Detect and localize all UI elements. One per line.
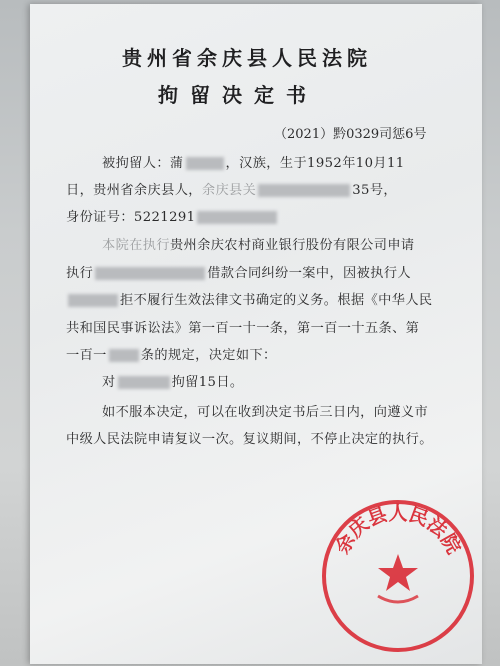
detainee-line bbox=[102, 152, 405, 171]
address-line bbox=[66, 179, 397, 198]
body-line bbox=[66, 344, 277, 363]
body-text: 本院在执行 bbox=[102, 238, 170, 253]
seal-emblem-icon bbox=[378, 554, 418, 591]
body-text: 借款合同纠纷一案中，因被执行人 bbox=[207, 266, 411, 281]
body-text: 条的规定，决定如下： bbox=[140, 348, 277, 363]
body-text: 执行 bbox=[66, 266, 94, 281]
id-number-line bbox=[66, 206, 279, 225]
court-seal bbox=[318, 496, 478, 656]
redaction bbox=[197, 211, 277, 224]
address-part-3: 35号， bbox=[352, 183, 397, 198]
id-number: 身份证号：5221291 bbox=[66, 210, 196, 225]
body-line bbox=[66, 289, 433, 308]
redaction bbox=[186, 157, 224, 170]
body-text: 对 bbox=[102, 375, 116, 390]
appeal-line: 中级人民法院申请复议一次。复议期间，不停止决定的执行。 bbox=[66, 432, 433, 447]
redaction bbox=[258, 184, 350, 197]
document-title: 拘留决定书 bbox=[158, 83, 318, 107]
body-text: 拒不履行生效法律文书确定的义务。根据《中华人民 bbox=[120, 293, 433, 308]
case-number: （2021）黔0329司惩6号 bbox=[274, 127, 427, 142]
document-page bbox=[30, 4, 482, 664]
detainee-info: ，汉族，生于1952年10月11 bbox=[225, 156, 405, 171]
decision-line bbox=[102, 371, 244, 390]
address-part-1: 日，贵州省余庆县人， bbox=[66, 183, 202, 198]
body-text: 贵州余庆农村商业银行股份有限公司申请 bbox=[169, 238, 415, 253]
seal-text: 余庆县人民法院 bbox=[331, 502, 465, 558]
court-name: 贵州省余庆县人民法院 bbox=[122, 46, 372, 70]
body-paragraph-1 bbox=[102, 234, 415, 253]
redaction bbox=[68, 294, 118, 307]
svg-text:余庆县人民法院 bbox=[331, 502, 466, 557]
redaction bbox=[118, 376, 170, 389]
body-text: 拘留15日。 bbox=[171, 375, 244, 390]
body-line: 共和国民事诉讼法》第一百一十一条，第一百一十五条、第 bbox=[66, 321, 420, 336]
body-text: 一百一 bbox=[66, 348, 107, 363]
redaction bbox=[95, 267, 205, 280]
redaction bbox=[109, 349, 139, 362]
detainee-label: 被拘留人：蒲 bbox=[102, 156, 184, 171]
address-part-2: 余庆县关 bbox=[201, 183, 257, 198]
body-line bbox=[66, 262, 411, 281]
appeal-paragraph: 如不服本决定，可以在收到决定书后三日内，向遵义市 bbox=[102, 405, 429, 420]
